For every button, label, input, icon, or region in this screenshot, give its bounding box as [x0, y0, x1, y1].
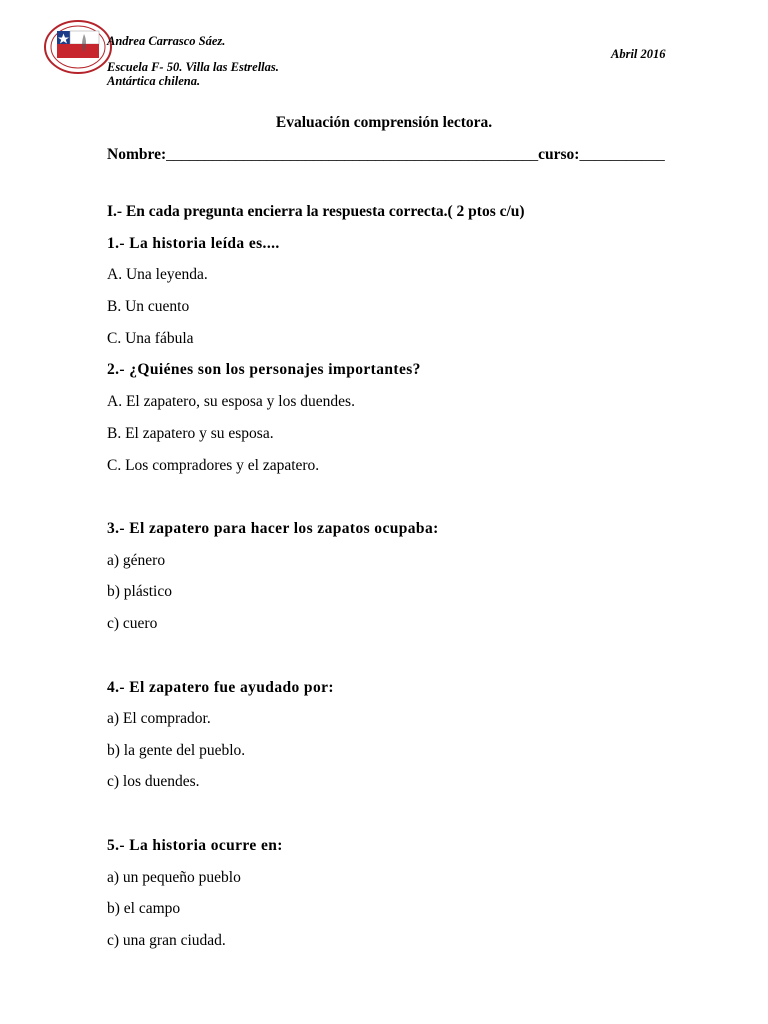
option-4c[interactable]: c) los duendes. — [107, 773, 200, 790]
teacher-name: Andrea Carrasco Sáez. — [107, 34, 226, 48]
name-label: Nombre: — [107, 146, 167, 163]
question-2: 2.- ¿Quiénes son los personajes importantes? — [107, 361, 421, 378]
question-4: 4.- El zapatero fue ayudado por: — [107, 679, 334, 696]
option-3a[interactable]: a) género — [107, 552, 166, 569]
option-3c[interactable]: c) cuero — [107, 615, 158, 632]
option-2c[interactable]: C. Los compradores y el zapatero. — [107, 457, 320, 474]
course-field[interactable]: ___________ — [579, 146, 665, 163]
question-5: 5.- La historia ocurre en: — [107, 837, 283, 854]
option-1a[interactable]: A. Una leyenda. — [107, 266, 208, 283]
option-2b[interactable]: B. El zapatero y su esposa. — [107, 425, 274, 442]
location: Antártica chilena. — [107, 74, 201, 88]
document-title: Evaluación comprensión lectora. — [275, 114, 493, 131]
course-label: curso: — [538, 146, 580, 163]
option-2a[interactable]: A. El zapatero, su esposa y los duendes. — [107, 393, 355, 410]
option-5c[interactable]: c) una gran ciudad. — [107, 932, 226, 949]
option-5b[interactable]: b) el campo — [107, 900, 181, 917]
section-instructions: I.- En cada pregunta encierra la respuesta correcta.( 2 ptos c/u) — [107, 203, 525, 220]
option-1b[interactable]: B. Un cuento — [107, 298, 190, 315]
question-3: 3.- El zapatero para hacer los zapatos ocupaba: — [107, 520, 439, 537]
name-field[interactable]: ________________________________________________ — [166, 146, 539, 163]
option-5a[interactable]: a) un pequeño pueblo — [107, 869, 241, 886]
question-1: 1.- La historia leída es.... — [107, 235, 280, 252]
option-4b[interactable]: b) la gente del pueblo. — [107, 742, 246, 759]
date: Abril 2016 — [611, 47, 666, 61]
option-4a[interactable]: a) El comprador. — [107, 710, 211, 727]
option-1c[interactable]: C. Una fábula — [107, 330, 194, 347]
option-3b[interactable]: b) plástico — [107, 583, 172, 600]
school-name: Escuela F- 50. Villa las Estrellas. — [107, 60, 279, 74]
name-course-line — [107, 146, 665, 164]
school-seal-logo — [44, 20, 112, 74]
